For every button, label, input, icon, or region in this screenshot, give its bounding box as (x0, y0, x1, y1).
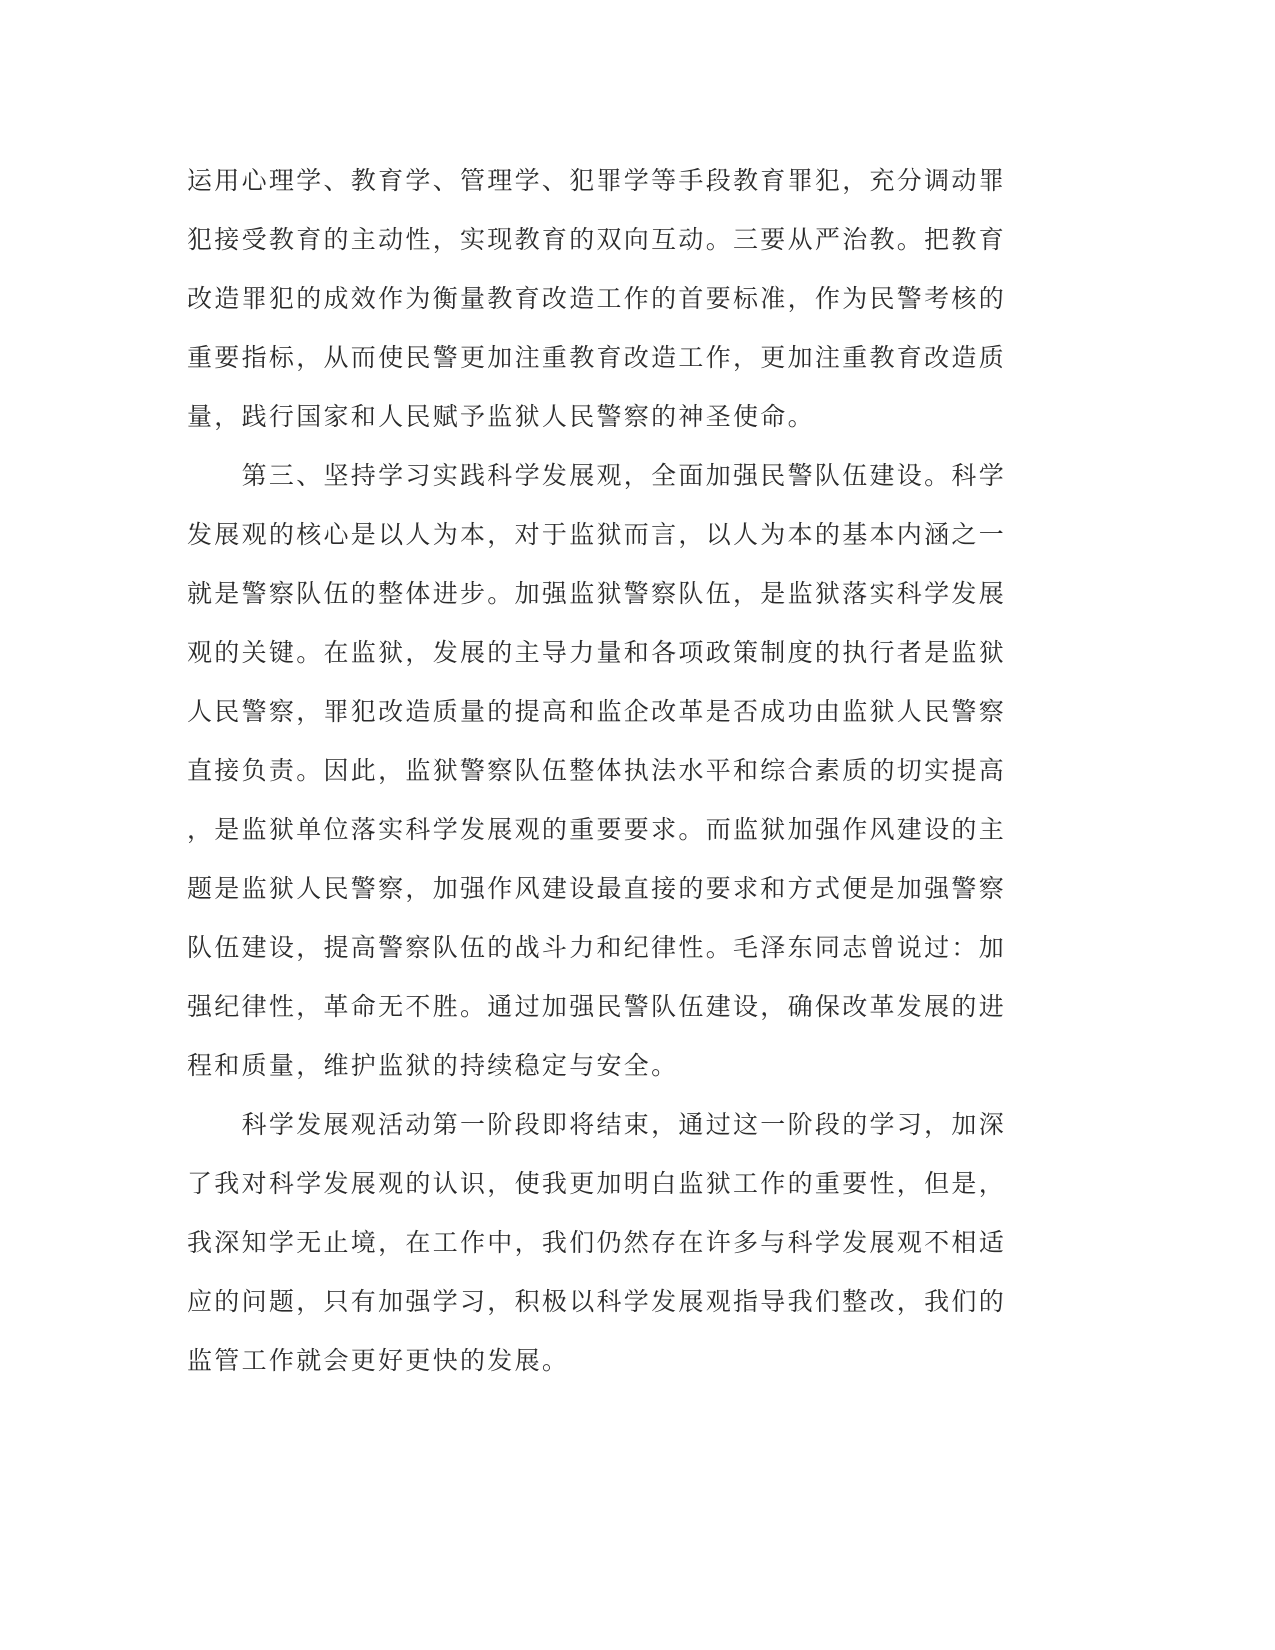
text-line: 题是监狱人民警察，加强作风建设最直接的要求和方式便是加强警察 (187, 874, 1007, 903)
text-line: 强纪律性，革命无不胜。通过加强民警队伍建设，确保改革发展的进 (187, 992, 1007, 1021)
text-line: 直接负责。因此，监狱警察队伍整体执法水平和综合素质的切实提高 (187, 756, 1007, 785)
text-line: 犯接受教育的主动性，实现教育的双向互动。三要从严治教。把教育 (187, 225, 1007, 254)
text-line: 发展观的核心是以人为本，对于监狱而言，以人为本的基本内涵之一 (187, 520, 1007, 549)
text-line: 就是警察队伍的整体进步。加强监狱警察队伍，是监狱落实科学发展 (187, 579, 1007, 608)
text-line: ，是监狱单位落实科学发展观的重要要求。而监狱加强作风建设的主 (187, 815, 1007, 844)
text-line: 队伍建设，提高警察队伍的战斗力和纪律性。毛泽东同志曾说过：加 (187, 933, 1007, 962)
text-line: 科学发展观活动第一阶段即将结束，通过这一阶段的学习，加深 (187, 1110, 1007, 1139)
text-line: 运用心理学、教育学、管理学、犯罪学等手段教育罪犯，充分调动罪 (187, 166, 1007, 195)
text-line: 改造罪犯的成效作为衡量教育改造工作的首要标准，作为民警考核的 (187, 284, 1007, 313)
text-line: 程和质量，维护监狱的持续稳定与安全。 (187, 1051, 679, 1080)
text-line: 量，践行国家和人民赋予监狱人民警察的神圣使命。 (187, 402, 815, 431)
text-line: 了我对科学发展观的认识，使我更加明白监狱工作的重要性，但是， (187, 1169, 1007, 1198)
text-line: 应的问题，只有加强学习，积极以科学发展观指导我们整改，我们的 (187, 1287, 1007, 1316)
text-line: 第三、坚持学习实践科学发展观，全面加强民警队伍建设。科学 (187, 461, 1007, 490)
text-line: 重要指标，从而使民警更加注重教育改造工作，更加注重教育改造质 (187, 343, 1007, 372)
text-line: 我深知学无止境，在工作中，我们仍然存在许多与科学发展观不相适 (187, 1228, 1007, 1257)
text-line: 人民警察，罪犯改造质量的提高和监企改革是否成功由监狱人民警察 (187, 697, 1007, 726)
text-line: 观的关键。在监狱，发展的主导力量和各项政策制度的执行者是监狱 (187, 638, 1007, 667)
text-line: 监管工作就会更好更快的发展。 (187, 1346, 570, 1375)
